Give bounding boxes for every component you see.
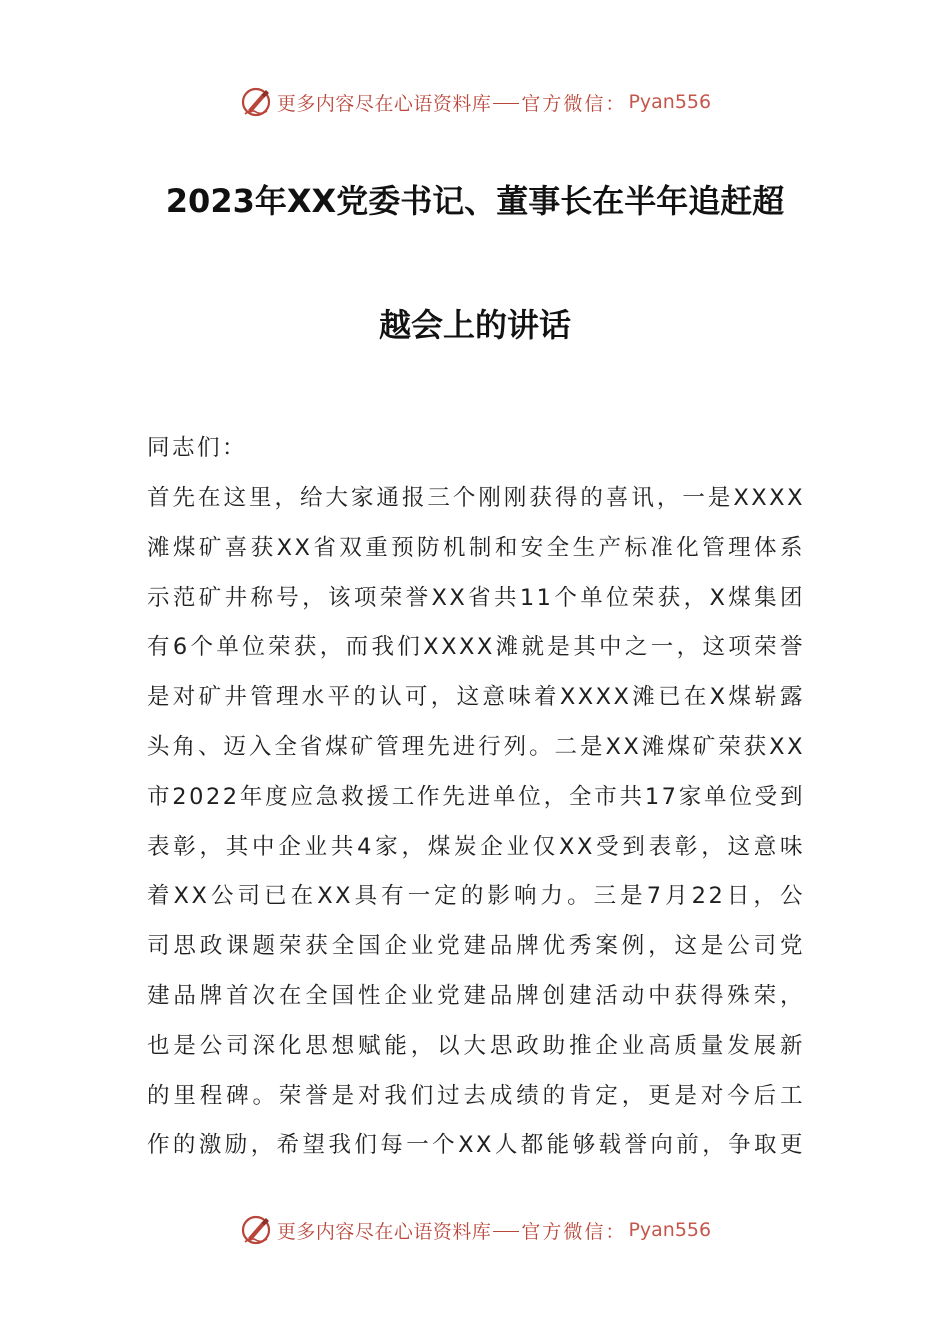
paragraph-line: 滩煤矿喜获XX省双重预防机制和安全生产标准化管理体系 — [147, 534, 805, 561]
paragraph-line: 有6个单位荣获，而我们XXXX滩就是其中之一，这项荣誉 — [147, 634, 805, 661]
watermark-wechat-label: 官方微信： — [521, 1220, 627, 1243]
greeting: 同志们： — [147, 435, 248, 461]
pen-logo-icon — [239, 1213, 273, 1247]
body-paragraph — [147, 474, 805, 1171]
paragraph-line: 头角、迈入全省煤矿管理先进行列。二是XX滩煤矿荣获XX — [147, 733, 805, 760]
paragraph-line: 司思政课题荣获全国企业党建品牌优秀案例，这是公司党 — [147, 933, 805, 960]
paragraph-line: 市2022年度应急救援工作先进单位，全市共17家单位受到 — [147, 783, 805, 810]
watermark-dash — [493, 1231, 519, 1232]
pen-logo-icon — [239, 85, 273, 119]
watermark-site-text: 更多内容尽在心语资料库 — [276, 1220, 492, 1243]
paragraph-line: 建品牌首次在全国性企业党建品牌创建活动中获得殊荣， — [147, 982, 805, 1009]
paragraph-line: 也是公司深化思想赋能，以大思政助推企业高质量发展新 — [147, 1032, 805, 1059]
document-title-line-2: 越会上的讲话 — [378, 306, 571, 344]
paragraph-line: 首先在这里，给大家通报三个刚刚获得的喜讯，一是XXXX — [147, 485, 805, 511]
document-title-line-1: 2023年XX党委书记、董事长在半年追赶超 — [165, 182, 785, 220]
watermark-wechat-id: Pyan556 — [628, 91, 712, 113]
paragraph-line: 是对矿井管理水平的认可，这意味着XXXX滩已在X煤崭露 — [147, 684, 805, 711]
paragraph-line: 着XX公司已在XX具有一定的影响力。三是7月22日，公 — [147, 883, 805, 910]
watermark-wechat-id: Pyan556 — [628, 1219, 712, 1241]
watermark-wechat-label: 官方微信： — [521, 92, 627, 115]
footer-watermark — [0, 1210, 950, 1250]
paragraph-line: 示范矿井称号，该项荣誉XX省共11个单位荣获，X煤集团 — [147, 584, 805, 611]
paragraph-line: 的里程碑。荣誉是对我们过去成绩的肯定，更是对今后工 — [147, 1082, 805, 1109]
paragraph-line: 作的激励，希望我们每一个XX人都能够载誉向前，争取更 — [147, 1132, 805, 1159]
header-watermark — [0, 82, 950, 122]
watermark-dash — [493, 103, 519, 104]
paragraph-line: 表彰，其中企业共4家，煤炭企业仅XX受到表彰，这意味 — [147, 833, 805, 860]
watermark-site-text: 更多内容尽在心语资料库 — [276, 92, 492, 115]
